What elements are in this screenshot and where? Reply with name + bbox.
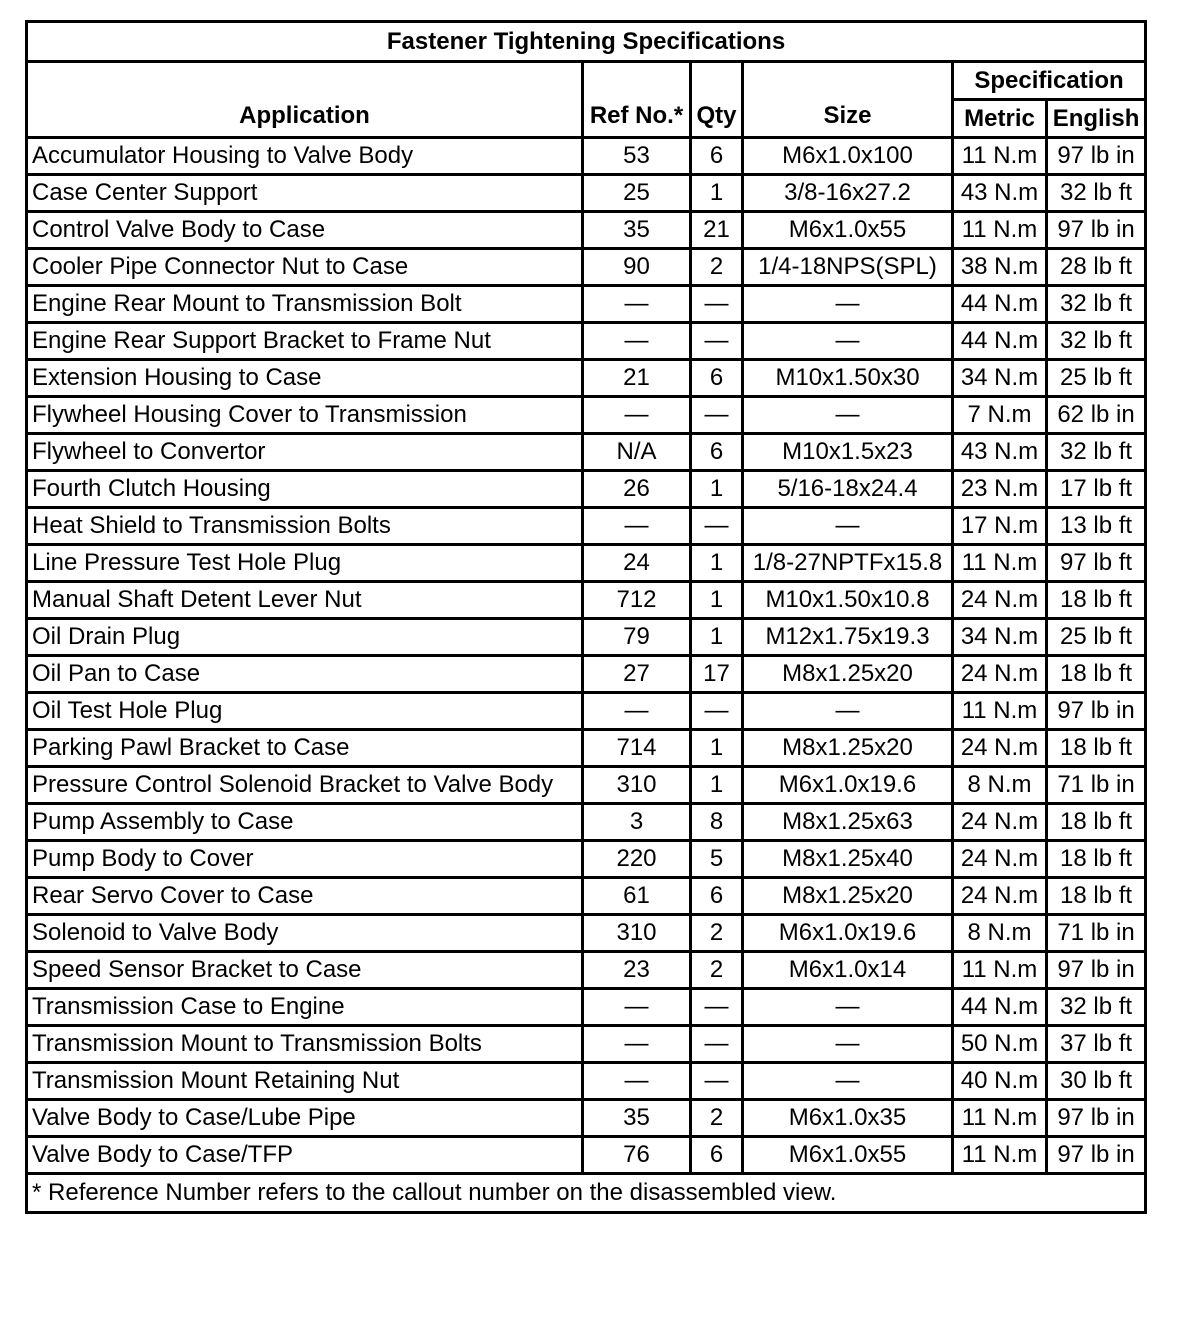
- cell-qty: 1: [691, 619, 743, 656]
- cell-metric: 8 N.m: [953, 767, 1047, 804]
- cell-qty: 1: [691, 471, 743, 508]
- table-body: [27, 138, 1146, 1174]
- table-row: [27, 323, 1146, 360]
- cell-english: 32 lb ft: [1047, 434, 1146, 471]
- cell-ref-no: —: [583, 397, 691, 434]
- cell-metric: 23 N.m: [953, 471, 1047, 508]
- cell-metric: 40 N.m: [953, 1063, 1047, 1100]
- header-application: Application: [27, 62, 583, 138]
- cell-metric: 11 N.m: [953, 952, 1047, 989]
- cell-metric: 44 N.m: [953, 286, 1047, 323]
- cell-qty: —: [691, 286, 743, 323]
- table-row: [27, 841, 1146, 878]
- table-row: [27, 804, 1146, 841]
- cell-application: Heat Shield to Transmission Bolts: [27, 508, 583, 545]
- cell-english: 97 lb in: [1047, 138, 1146, 175]
- cell-english: 37 lb ft: [1047, 1026, 1146, 1063]
- header-ref-no: Ref No.*: [583, 62, 691, 138]
- table-row: [27, 212, 1146, 249]
- cell-application: Transmission Mount to Transmission Bolts: [27, 1026, 583, 1063]
- cell-size: M8x1.25x20: [743, 730, 953, 767]
- cell-application: Flywheel Housing Cover to Transmission: [27, 397, 583, 434]
- cell-metric: 17 N.m: [953, 508, 1047, 545]
- cell-application: Accumulator Housing to Valve Body: [27, 138, 583, 175]
- cell-application: Manual Shaft Detent Lever Nut: [27, 582, 583, 619]
- cell-qty: 5: [691, 841, 743, 878]
- cell-english: 32 lb ft: [1047, 286, 1146, 323]
- cell-application: Oil Pan to Case: [27, 656, 583, 693]
- cell-ref-no: —: [583, 989, 691, 1026]
- cell-english: 18 lb ft: [1047, 730, 1146, 767]
- cell-qty: 6: [691, 434, 743, 471]
- table-row: [27, 767, 1146, 804]
- cell-ref-no: 23: [583, 952, 691, 989]
- cell-size: 3/8-16x27.2: [743, 175, 953, 212]
- table-row: [27, 545, 1146, 582]
- cell-ref-no: 76: [583, 1137, 691, 1174]
- cell-metric: 24 N.m: [953, 804, 1047, 841]
- cell-english: 18 lb ft: [1047, 804, 1146, 841]
- cell-qty: 6: [691, 878, 743, 915]
- table-row: [27, 286, 1146, 323]
- cell-english: 32 lb ft: [1047, 175, 1146, 212]
- cell-qty: 1: [691, 545, 743, 582]
- cell-size: M8x1.25x63: [743, 804, 953, 841]
- cell-application: Case Center Support: [27, 175, 583, 212]
- cell-ref-no: —: [583, 508, 691, 545]
- cell-size: M10x1.50x30: [743, 360, 953, 397]
- cell-qty: 1: [691, 767, 743, 804]
- cell-application: Line Pressure Test Hole Plug: [27, 545, 583, 582]
- cell-english: 18 lb ft: [1047, 878, 1146, 915]
- cell-size: M6x1.0x100: [743, 138, 953, 175]
- table-row: [27, 1026, 1146, 1063]
- cell-ref-no: 310: [583, 767, 691, 804]
- cell-size: M6x1.0x55: [743, 1137, 953, 1174]
- table-row: [27, 582, 1146, 619]
- cell-english: 13 lb ft: [1047, 508, 1146, 545]
- cell-application: Control Valve Body to Case: [27, 212, 583, 249]
- cell-size: M6x1.0x19.6: [743, 767, 953, 804]
- cell-size: 1/8-27NPTFx15.8: [743, 545, 953, 582]
- cell-size: —: [743, 323, 953, 360]
- cell-application: Speed Sensor Bracket to Case: [27, 952, 583, 989]
- cell-ref-no: 27: [583, 656, 691, 693]
- table-row: [27, 915, 1146, 952]
- cell-metric: 24 N.m: [953, 656, 1047, 693]
- cell-metric: 24 N.m: [953, 878, 1047, 915]
- cell-ref-no: 3: [583, 804, 691, 841]
- cell-qty: —: [691, 1063, 743, 1100]
- cell-size: —: [743, 693, 953, 730]
- cell-ref-no: 79: [583, 619, 691, 656]
- cell-ref-no: 24: [583, 545, 691, 582]
- cell-ref-no: 310: [583, 915, 691, 952]
- cell-ref-no: —: [583, 1026, 691, 1063]
- cell-application: Valve Body to Case/Lube Pipe: [27, 1100, 583, 1137]
- cell-size: M10x1.50x10.8: [743, 582, 953, 619]
- cell-ref-no: 90: [583, 249, 691, 286]
- cell-metric: 34 N.m: [953, 619, 1047, 656]
- cell-metric: 11 N.m: [953, 212, 1047, 249]
- cell-metric: 7 N.m: [953, 397, 1047, 434]
- cell-qty: 1: [691, 582, 743, 619]
- cell-ref-no: 61: [583, 878, 691, 915]
- cell-ref-no: 714: [583, 730, 691, 767]
- header-size: Size: [743, 62, 953, 138]
- cell-english: 97 lb in: [1047, 1100, 1146, 1137]
- cell-english: 97 lb ft: [1047, 545, 1146, 582]
- cell-application: Oil Test Hole Plug: [27, 693, 583, 730]
- cell-application: Pressure Control Solenoid Bracket to Valve Body: [27, 767, 583, 804]
- cell-english: 18 lb ft: [1047, 656, 1146, 693]
- cell-qty: 2: [691, 915, 743, 952]
- cell-metric: 50 N.m: [953, 1026, 1047, 1063]
- cell-english: 97 lb in: [1047, 1137, 1146, 1174]
- cell-metric: 43 N.m: [953, 175, 1047, 212]
- cell-size: M6x1.0x19.6: [743, 915, 953, 952]
- cell-metric: 24 N.m: [953, 841, 1047, 878]
- header-english: English: [1047, 100, 1146, 138]
- cell-english: 28 lb ft: [1047, 249, 1146, 286]
- cell-ref-no: —: [583, 286, 691, 323]
- cell-application: Solenoid to Valve Body: [27, 915, 583, 952]
- cell-ref-no: —: [583, 693, 691, 730]
- cell-ref-no: 53: [583, 138, 691, 175]
- cell-ref-no: N/A: [583, 434, 691, 471]
- cell-english: 25 lb ft: [1047, 619, 1146, 656]
- cell-application: Oil Drain Plug: [27, 619, 583, 656]
- cell-application: Cooler Pipe Connector Nut to Case: [27, 249, 583, 286]
- table-row: [27, 249, 1146, 286]
- cell-ref-no: —: [583, 1063, 691, 1100]
- cell-size: M8x1.25x40: [743, 841, 953, 878]
- cell-english: 97 lb in: [1047, 212, 1146, 249]
- cell-application: Fourth Clutch Housing: [27, 471, 583, 508]
- cell-application: Engine Rear Mount to Transmission Bolt: [27, 286, 583, 323]
- cell-english: 97 lb in: [1047, 952, 1146, 989]
- cell-metric: 11 N.m: [953, 545, 1047, 582]
- cell-ref-no: 26: [583, 471, 691, 508]
- table-row: [27, 693, 1146, 730]
- cell-metric: 38 N.m: [953, 249, 1047, 286]
- footnote: * Reference Number refers to the callout number on the disassembled view.: [27, 1174, 1146, 1213]
- cell-qty: 6: [691, 138, 743, 175]
- cell-qty: 8: [691, 804, 743, 841]
- cell-english: 18 lb ft: [1047, 841, 1146, 878]
- cell-qty: —: [691, 397, 743, 434]
- cell-size: —: [743, 1026, 953, 1063]
- table-row: [27, 1100, 1146, 1137]
- cell-size: —: [743, 286, 953, 323]
- header-qty: Qty: [691, 62, 743, 138]
- cell-english: 17 lb ft: [1047, 471, 1146, 508]
- cell-size: M6x1.0x35: [743, 1100, 953, 1137]
- cell-application: Engine Rear Support Bracket to Frame Nut: [27, 323, 583, 360]
- cell-size: M8x1.25x20: [743, 656, 953, 693]
- cell-qty: 2: [691, 1100, 743, 1137]
- table-row: [27, 175, 1146, 212]
- cell-qty: 6: [691, 360, 743, 397]
- cell-qty: —: [691, 1026, 743, 1063]
- cell-qty: 2: [691, 952, 743, 989]
- cell-english: 62 lb in: [1047, 397, 1146, 434]
- table-title: Fastener Tightening Specifications: [27, 22, 1146, 62]
- cell-metric: 11 N.m: [953, 693, 1047, 730]
- cell-metric: 44 N.m: [953, 989, 1047, 1026]
- cell-metric: 43 N.m: [953, 434, 1047, 471]
- table-row: [27, 138, 1146, 175]
- cell-metric: 24 N.m: [953, 730, 1047, 767]
- cell-size: M10x1.5x23: [743, 434, 953, 471]
- table-row: [27, 434, 1146, 471]
- cell-application: Transmission Mount Retaining Nut: [27, 1063, 583, 1100]
- cell-application: Parking Pawl Bracket to Case: [27, 730, 583, 767]
- cell-application: Extension Housing to Case: [27, 360, 583, 397]
- cell-size: M8x1.25x20: [743, 878, 953, 915]
- cell-size: 1/4-18NPS(SPL): [743, 249, 953, 286]
- table-row: [27, 360, 1146, 397]
- cell-size: —: [743, 1063, 953, 1100]
- cell-size: M6x1.0x55: [743, 212, 953, 249]
- table-row: [27, 989, 1146, 1026]
- table-row: [27, 878, 1146, 915]
- cell-english: 71 lb in: [1047, 915, 1146, 952]
- table-row: [27, 471, 1146, 508]
- cell-size: 5/16-18x24.4: [743, 471, 953, 508]
- cell-english: 97 lb in: [1047, 693, 1146, 730]
- cell-english: 32 lb ft: [1047, 989, 1146, 1026]
- cell-english: 25 lb ft: [1047, 360, 1146, 397]
- cell-english: 32 lb ft: [1047, 323, 1146, 360]
- cell-ref-no: 35: [583, 212, 691, 249]
- cell-english: 71 lb in: [1047, 767, 1146, 804]
- cell-ref-no: 25: [583, 175, 691, 212]
- cell-size: —: [743, 508, 953, 545]
- cell-metric: 8 N.m: [953, 915, 1047, 952]
- cell-metric: 11 N.m: [953, 1137, 1047, 1174]
- cell-metric: 11 N.m: [953, 1100, 1047, 1137]
- cell-qty: 6: [691, 1137, 743, 1174]
- cell-size: —: [743, 397, 953, 434]
- cell-size: M6x1.0x14: [743, 952, 953, 989]
- cell-qty: —: [691, 989, 743, 1026]
- cell-english: 18 lb ft: [1047, 582, 1146, 619]
- fastener-spec-table: [25, 20, 1147, 1214]
- cell-application: Pump Assembly to Case: [27, 804, 583, 841]
- cell-metric: 44 N.m: [953, 323, 1047, 360]
- cell-qty: 1: [691, 730, 743, 767]
- cell-application: Transmission Case to Engine: [27, 989, 583, 1026]
- table-row: [27, 730, 1146, 767]
- table-row: [27, 952, 1146, 989]
- table-row: [27, 619, 1146, 656]
- cell-qty: —: [691, 508, 743, 545]
- cell-ref-no: 35: [583, 1100, 691, 1137]
- table-row: [27, 1063, 1146, 1100]
- cell-application: Valve Body to Case/TFP: [27, 1137, 583, 1174]
- table-row: [27, 1137, 1146, 1174]
- header-metric: Metric: [953, 100, 1047, 138]
- table-row: [27, 508, 1146, 545]
- cell-size: —: [743, 989, 953, 1026]
- cell-size: M12x1.75x19.3: [743, 619, 953, 656]
- cell-qty: 2: [691, 249, 743, 286]
- table-row: [27, 656, 1146, 693]
- cell-metric: 11 N.m: [953, 138, 1047, 175]
- cell-application: Pump Body to Cover: [27, 841, 583, 878]
- cell-ref-no: 712: [583, 582, 691, 619]
- cell-qty: 21: [691, 212, 743, 249]
- cell-english: 30 lb ft: [1047, 1063, 1146, 1100]
- cell-qty: —: [691, 323, 743, 360]
- cell-qty: 17: [691, 656, 743, 693]
- cell-ref-no: —: [583, 323, 691, 360]
- header-specification: Specification: [953, 62, 1146, 100]
- cell-ref-no: 21: [583, 360, 691, 397]
- cell-qty: 1: [691, 175, 743, 212]
- table-row: [27, 397, 1146, 434]
- cell-ref-no: 220: [583, 841, 691, 878]
- cell-metric: 34 N.m: [953, 360, 1047, 397]
- cell-application: Rear Servo Cover to Case: [27, 878, 583, 915]
- cell-qty: —: [691, 693, 743, 730]
- cell-metric: 24 N.m: [953, 582, 1047, 619]
- cell-application: Flywheel to Convertor: [27, 434, 583, 471]
